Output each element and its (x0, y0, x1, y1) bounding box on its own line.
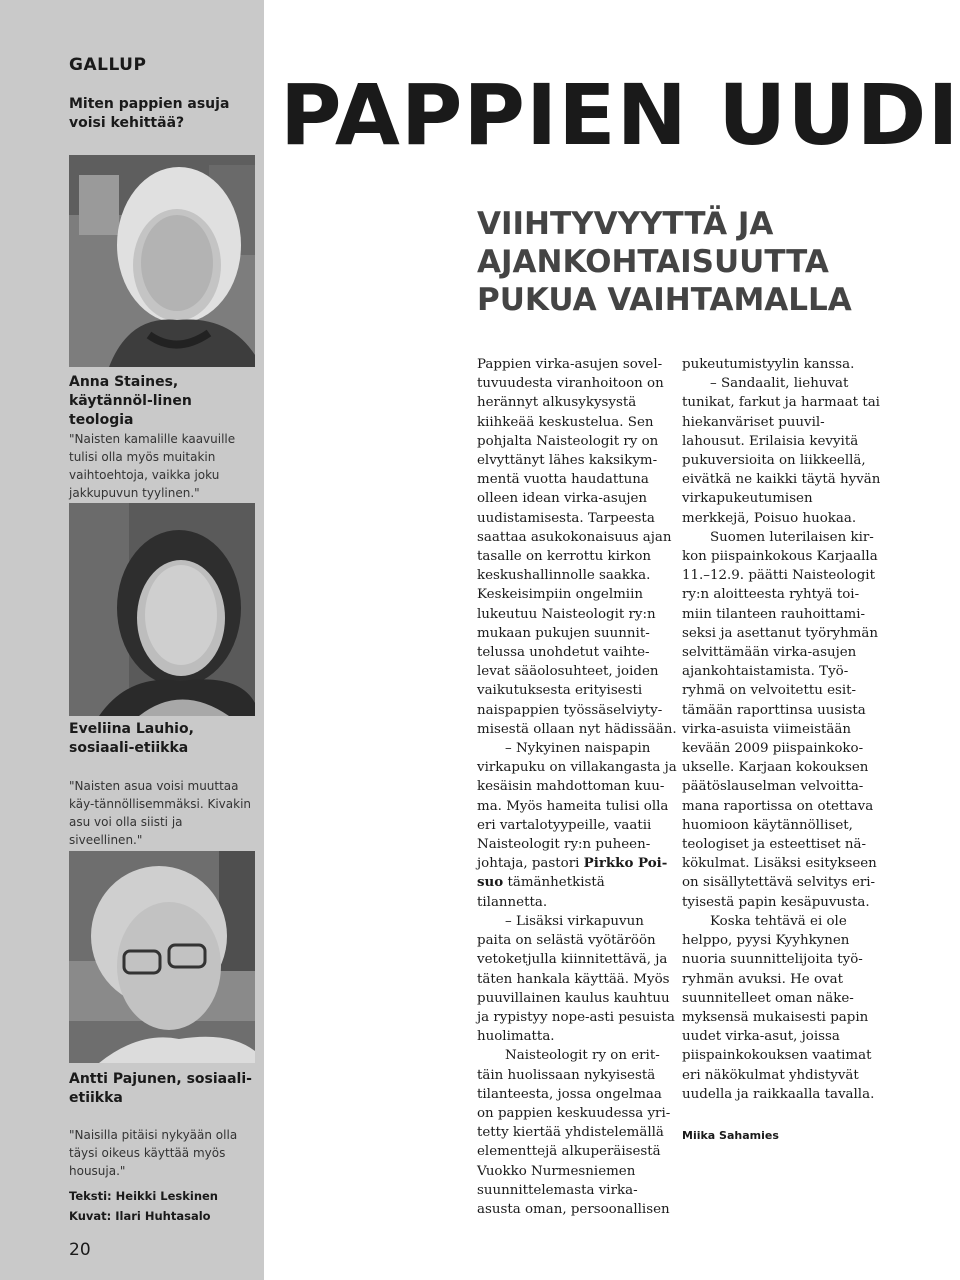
paragraph-text: – Nykyinen naispapin virkapuku on villakangasta ja kesäisin mahdottoman kuu-ma. Myös hameita tulisi olla eri vartalotyypeille, vaatii Naisteologit ry:n puheen-johtaja, pastori (477, 741, 677, 872)
photo-anna-staines (69, 155, 255, 367)
article-byline: Miika Sahamies (682, 1129, 779, 1142)
person-quote: "Naisilla pitäisi nykyään olla täysi oikeus käyttää myös housuja." (69, 1128, 238, 1178)
credit-text: Teksti: Heikki Leskinen (69, 1189, 218, 1203)
subhead-line: VIIHTYVYYTTÄ JA (477, 206, 774, 242)
paragraph: pukeutumistyylin kanssa. (682, 357, 855, 372)
credit-photos: Kuvat: Ilari Huhtasalo (69, 1209, 211, 1223)
paragraph (477, 739, 677, 912)
gallup-question: Miten pappien asuja voisi kehittää? (69, 96, 230, 131)
paragraph: Naisteologit ry on erit-täin huolissaan nykyisestä tilanteesta, jossa ongelmaa on pappien keskuudessa yri-tetty kiertää yhdistelemällä elementtejä alkuperäisestä Vuokko Nurmesniemen suunnittelemasta virka-asusta oman, persoonallisen (477, 1048, 671, 1217)
article-subhead (477, 205, 897, 319)
subhead-line: AJANKOHTAISUUTTA (477, 244, 829, 280)
credits (69, 1186, 218, 1226)
page-number: 20 (69, 1240, 91, 1260)
person-highlight: Pirkko Poi-suo (477, 855, 668, 891)
paragraph: – Lisäksi virkapuvun paita on selästä vyötäröön vetoketjulla kiinnitettävä, ja täten hankala käyttää. Myös puuvillainen kaulus kauhtuu ja rypistyy nope-asti pesuista huolimatta. (477, 913, 675, 1045)
person-name: Anna Staines, käytännöl-linen teologia (69, 374, 192, 428)
person-name: Eveliina Lauhio, sosiaali-etiikka (69, 721, 194, 756)
article-column-2 (682, 355, 882, 1104)
paragraph: Koska tehtävä ei ole helppo, pyysi Kyyhkynen nuoria suunnittelijoita työ-ryhmän avuksi. He ovat suunnitelleet oman näke-myksensä mukaisesti papin uudet virka-asut, joissa piispainkokouksen vaatimat eri näkökulmat yhdistyvät uudella ja raikkaalla tavalla. (682, 913, 875, 1102)
photo-eveliina-lauhio (69, 503, 255, 716)
paragraph-text: tämänhetkistä tilannetta. (477, 875, 605, 910)
person-quote: "Naisten asua voisi muuttaa käy-tännöllisemmäksi. Kivakin asu voi olla siisti ja siveellinen." (69, 779, 252, 847)
paragraph: – Sandaalit, liehuvat tunikat, farkut ja harmaat tai hiekanväriset puuvil-lahousut. Erilaisia kevyitä pukuversioita on liikkeellä, eivätkä ne kaikki täytä hyvän virkapukeutumisen merkkejä, Poisuo huokaa. (682, 376, 881, 526)
article-headline: PAPPIEN UUDI (280, 66, 960, 164)
photo-antti-pajunen (69, 851, 255, 1063)
subhead-line: PUKUA VAIHTAMALLA (477, 282, 852, 318)
person-name: Antti Pajunen, sosiaali-etiikka (69, 1071, 252, 1106)
article-column-1 (477, 355, 677, 1219)
paragraph: Suomen luterilaisen kir-kon piispainkokous Karjaalla 11.–12.9. päätti Naisteologit ry:n aloitteesta ryhtyä toi-miin tilanteen rauhoittami-seksi ja asettanut työryhmän selvittämään virka-asujen ajankohtaistamista. Työ-ryhmä on velvoitettu esit-tämään raporttinsa uusista virka-asuista viimeistään kevään 2009 piispainkoko-ukselle. Karjaan kokouksen päätöslauselman velvoitta-mana raportissa on otettava huomioon käytännölliset, teologiset ja esteettiset nä-kökulmat. Lisäksi esitykseen on sisällytettävä selvitys eri-tyisestä papin kesäpuvusta. (682, 529, 879, 910)
paragraph: Pappien virka-asujen sovel-tuvuudesta viranhoitoon on herännyt alkusykysystä kiihkeää keskustelua. Sen pohjalta Naisteologit ry on elvyttänyt lähes kaksikym-mentä vuotta haudattuna olleen idean virka-asujen uudistamisesta. Tarpeesta saattaa asukokonaisuus ajan tasalle on kerrottu kirkon keskushallinnolle saakka. Keskeisimpiin ongelmiin lukeutuu Naisteologit ry:n mukaan pukujen suunnit-telussa unohdetut vaihte-levat sääolosuhteet, joiden vaikutuksesta erityisesti naispappien työssäselviyty-misestä ollaan nyt hädissään. (477, 357, 677, 737)
section-label: GALLUP (69, 55, 147, 75)
person-quote: "Naisten kamalille kaavuille tulisi olla myös muitakin vaihtoehtoja, vaikka joku jakkupuvun tyylinen." (69, 432, 236, 500)
